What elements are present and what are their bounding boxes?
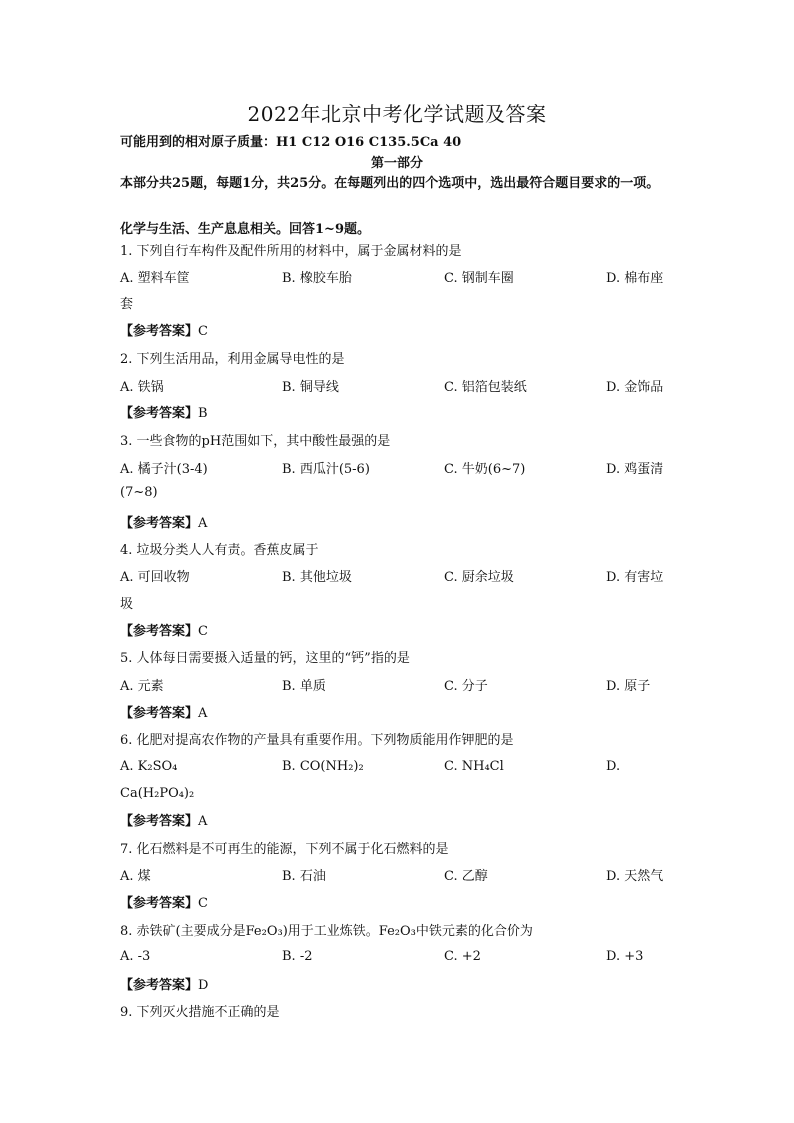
option-b: B. 西瓜汁(5-6)	[282, 462, 370, 477]
question-stem: 3. 一些食物的pH范围如下，其中酸性最强的是	[120, 434, 391, 449]
option-b: B. 橡胶车胎	[282, 271, 352, 286]
question-stem: 4. 垃圾分类人人有责。香蕉皮属于	[120, 543, 319, 558]
answer-tag: 【参考答案】	[120, 624, 199, 639]
option-a: A. K₂SO₄	[120, 759, 178, 774]
answer-value: D	[198, 978, 209, 993]
option-d: D.	[606, 759, 621, 774]
question-stem: 5. 人体每日需要摄入适量的钙，这里的“钙”指的是	[120, 651, 410, 666]
option-wrap: (7~8)	[120, 485, 158, 500]
option-b: B. -2	[282, 949, 313, 964]
option-wrap: 套	[120, 297, 134, 312]
part-title: 第一部分	[370, 156, 423, 171]
option-a: A. 橘子汁(3-4)	[120, 462, 208, 477]
answer-value: A	[198, 516, 208, 531]
atomic-masses-note: 可能用到的相对原子质量：H1 C12 O16 C135.5Ca 40	[120, 135, 462, 150]
answer-value: C	[198, 896, 208, 911]
option-c: C. 乙醇	[444, 869, 488, 884]
answer-line	[120, 892, 208, 911]
page-title: 2022年北京中考化学试题及答案	[247, 102, 547, 126]
option-b: B. CO(NH₂)₂	[282, 759, 364, 774]
option-b: B. 石油	[282, 869, 326, 884]
option-b: B. 单质	[282, 679, 326, 694]
option-a: A. -3	[120, 949, 151, 964]
option-a: A. 煤	[120, 869, 151, 884]
option-b: B. 其他垃圾	[282, 570, 352, 585]
option-c: C. 分子	[444, 679, 488, 694]
answer-tag: 【参考答案】	[120, 896, 199, 911]
answer-value: B	[198, 406, 208, 421]
option-a: A. 塑料车筐	[120, 271, 190, 286]
answer-line	[120, 512, 207, 531]
section-intro: 化学与生活、生产息息相关。回答1~9题。	[120, 222, 370, 237]
option-wrap: Ca(H₂PO₄)₂	[120, 786, 195, 801]
answer-value: C	[198, 624, 208, 639]
option-c: C. 厨余垃圾	[444, 570, 514, 585]
option-c: C. +2	[444, 949, 481, 964]
option-c: C. 铝箔包装纸	[444, 380, 527, 395]
option-d: D. 棉布座	[606, 271, 664, 286]
question-stem: 2. 下列生活用品，利用金属导电性的是	[120, 352, 345, 367]
option-c: C. 牛奶(6~7)	[444, 462, 526, 477]
question-stem: 7. 化石燃料是不可再生的能源，下列不属于化石燃料的是	[120, 842, 449, 857]
answer-tag: 【参考答案】	[120, 516, 199, 531]
option-d: D. +3	[606, 949, 644, 964]
option-wrap: 圾	[120, 597, 134, 612]
option-c: C. 钢制车圈	[444, 271, 514, 286]
answer-line	[120, 402, 208, 421]
question-stem: 6. 化肥对提高农作物的产量具有重要作用。下列物质能用作钾肥的是	[120, 733, 514, 748]
question-stem: 8. 赤铁矿(主要成分是Fe₂O₃)用于工业炼铁。Fe₂O₃中铁元素的化合价为	[120, 924, 533, 939]
question-stem: 9. 下列灭火措施不正确的是	[120, 1005, 280, 1020]
answer-tag: 【参考答案】	[120, 406, 199, 421]
answer-line	[120, 810, 207, 829]
option-a: A. 铁锅	[120, 380, 164, 395]
option-d: D. 原子	[606, 679, 651, 694]
option-c: C. NH₄Cl	[444, 759, 504, 774]
answer-value: A	[198, 814, 208, 829]
option-d: D. 鸡蛋清	[606, 462, 664, 477]
answer-tag: 【参考答案】	[120, 978, 199, 993]
answer-tag: 【参考答案】	[120, 706, 199, 721]
answer-tag: 【参考答案】	[120, 814, 199, 829]
answer-tag: 【参考答案】	[120, 324, 199, 339]
answer-line	[120, 320, 208, 339]
answer-value: C	[198, 324, 208, 339]
answer-value: A	[198, 706, 208, 721]
answer-line	[120, 974, 208, 993]
question-stem: 1. 下列自行车构件及配件所用的材料中，属于金属材料的是	[120, 244, 462, 259]
answer-line	[120, 702, 207, 721]
option-d: D. 有害垃	[606, 570, 664, 585]
option-a: A. 元素	[120, 679, 164, 694]
option-d: D. 金饰品	[606, 380, 664, 395]
answer-line	[120, 620, 208, 639]
option-d: D. 天然气	[606, 869, 664, 884]
option-b: B. 铜导线	[282, 380, 339, 395]
part-intro: 本部分共25题，每题1分，共25分。在每题列出的四个选项中，选出最符合题目要求的一项。	[120, 176, 660, 191]
option-a: A. 可回收物	[120, 570, 190, 585]
